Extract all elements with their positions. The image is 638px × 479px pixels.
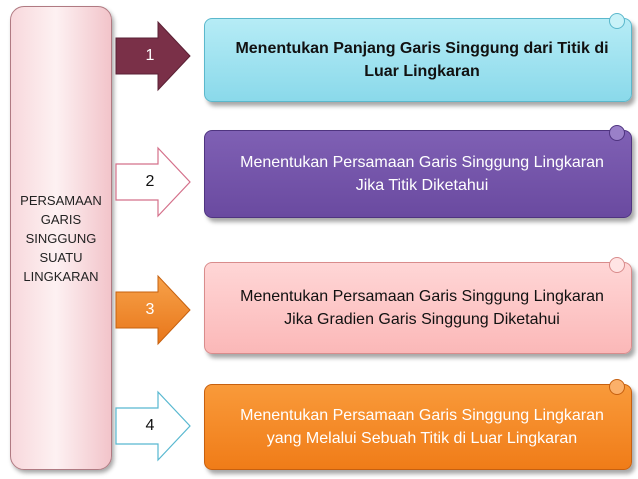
arrow-step-4 xyxy=(114,390,194,462)
step-number-4: 4 xyxy=(145,417,155,434)
scroll-curl-decoration xyxy=(609,13,625,29)
step-text-4: Menentukan Persamaan Garis Singgung Lingkaran yang Melalui Sebuah Titik di Luar Lingkaran xyxy=(240,407,604,447)
step-text-1: Menentukan Panjang Garis Singgung dari Titik di Luar Lingkaran xyxy=(235,40,609,80)
step-text-2: Menentukan Persamaan Garis Singgung Lingkaran Jika Titik Diketahui xyxy=(240,154,604,194)
step-number-1: 1 xyxy=(145,47,155,64)
step-box-3 xyxy=(204,262,632,354)
arrow-step-2 xyxy=(114,146,194,218)
step-number-3: 3 xyxy=(145,301,155,318)
arrow-step-3 xyxy=(114,274,194,346)
step-box-4 xyxy=(204,384,632,470)
scroll-curl-decoration xyxy=(609,379,625,395)
step-box-2 xyxy=(204,130,632,218)
title-scroll: PERSAMAAN GARIS SINGGUNG SUATU LINGKARAN xyxy=(10,6,112,470)
arrow-step-1 xyxy=(114,20,194,92)
step-text-3: Menentukan Persamaan Garis Singgung Lingkaran Jika Gradien Garis Singgung Diketahui xyxy=(240,288,604,328)
scroll-curl-decoration xyxy=(609,257,625,273)
scroll-curl-decoration xyxy=(609,125,625,141)
step-number-2: 2 xyxy=(145,173,155,190)
step-box-1 xyxy=(204,18,632,102)
